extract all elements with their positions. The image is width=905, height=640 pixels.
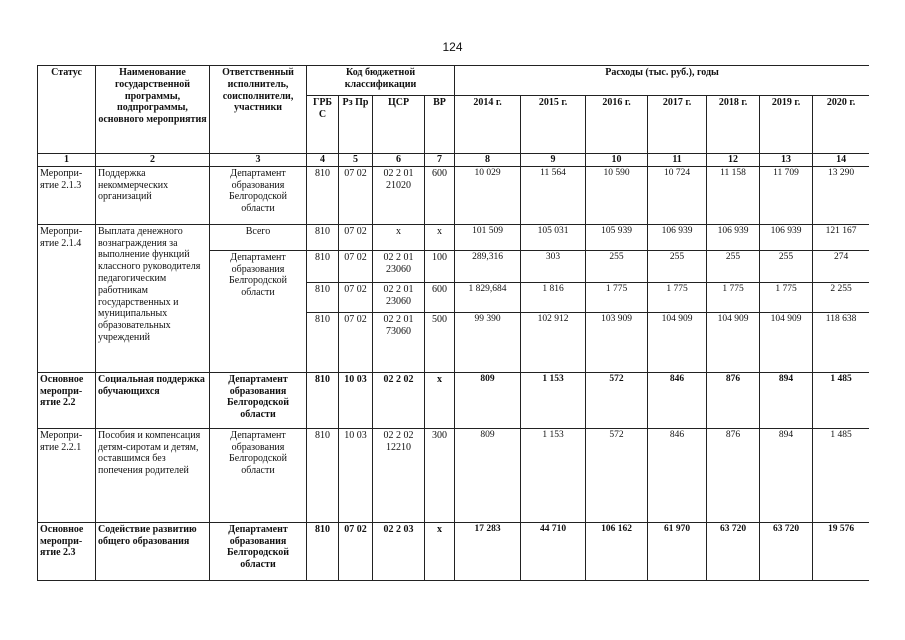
row-value: 274 <box>813 250 869 282</box>
row-value: 104 909 <box>648 312 707 372</box>
row-value: 1 775 <box>707 282 760 312</box>
row-vr: 600 <box>425 282 455 312</box>
row-value: 1 816 <box>521 282 586 312</box>
header-year: 2018 г. <box>707 96 760 154</box>
row-value: 105 031 <box>521 224 586 250</box>
row-value: 104 909 <box>760 312 813 372</box>
row-value: 106 939 <box>648 224 707 250</box>
row-vr: х <box>425 224 455 250</box>
row-value: 809 <box>455 372 521 428</box>
header-year: 2015 г. <box>521 96 586 154</box>
header-vr: ВР <box>425 96 455 154</box>
row-vr: 600 <box>425 166 455 224</box>
table-row <box>38 166 870 224</box>
row-vr: 300 <box>425 428 455 522</box>
row-value: 289,316 <box>455 250 521 282</box>
row-name: Социальная поддержка обучающихся <box>96 372 210 428</box>
row-value: 1 775 <box>648 282 707 312</box>
row-value: 1 775 <box>586 282 648 312</box>
row-value: 13 290 <box>813 166 869 224</box>
row-value: 10 590 <box>586 166 648 224</box>
row-csr: 02 2 01 73060 <box>373 312 425 372</box>
row-executor: Департамент образования Белгородской области <box>210 166 307 224</box>
row-value: 10 029 <box>455 166 521 224</box>
row-value: 102 912 <box>521 312 586 372</box>
row-grbs: 810 <box>307 522 339 580</box>
row-value: 255 <box>760 250 813 282</box>
row-rzpr: 07 02 <box>339 522 373 580</box>
row-value: 118 638 <box>813 312 869 372</box>
header-budget-code: Код бюджетной классификации <box>307 66 455 96</box>
row-value: 105 939 <box>586 224 648 250</box>
column-number: 7 <box>425 154 455 167</box>
column-number: 2 <box>96 154 210 167</box>
header-row-1 <box>38 66 870 96</box>
row-grbs: 810 <box>307 372 339 428</box>
page-number: 124 <box>442 40 463 54</box>
row-status: Меропри-ятие 2.2.1 <box>38 428 96 522</box>
header-year: 2014 г. <box>455 96 521 154</box>
row-value: 106 939 <box>760 224 813 250</box>
row-value: 2 255 <box>813 282 869 312</box>
row-value: 104 909 <box>707 312 760 372</box>
row-value: 63 720 <box>707 522 760 580</box>
column-number-row <box>38 154 870 167</box>
row-status: Основное меропри-ятие 2.2 <box>38 372 96 428</box>
header-csr: ЦСР <box>373 96 425 154</box>
column-number: 10 <box>586 154 648 167</box>
row-value: 10 724 <box>648 166 707 224</box>
header-name: Наименование государственной программы, подпрограммы, основного мероприятия <box>96 66 210 154</box>
row-grbs: 810 <box>307 224 339 250</box>
row-value: 1 829,684 <box>455 282 521 312</box>
header-grbs: ГРБ С <box>307 96 339 154</box>
row-value: 846 <box>648 372 707 428</box>
row-value: 103 909 <box>586 312 648 372</box>
row-name: Содействие развитию общего образования <box>96 522 210 580</box>
row-value: 61 970 <box>648 522 707 580</box>
column-number: 9 <box>521 154 586 167</box>
row-value: 99 390 <box>455 312 521 372</box>
header-status: Статус <box>38 66 96 154</box>
row-name: Выплата денежного вознаграждения за выполнение функций классного руководителя педагогическим работникам государственных и муниципальных образовательных учреждений <box>96 224 210 372</box>
row-rzpr: 10 03 <box>339 372 373 428</box>
row-value: 1 153 <box>521 372 586 428</box>
table-row <box>38 224 870 250</box>
row-grbs: 810 <box>307 312 339 372</box>
row-value: 121 167 <box>813 224 869 250</box>
row-vr: 500 <box>425 312 455 372</box>
header-rzpr: Рз Пр <box>339 96 373 154</box>
row-value: 894 <box>760 372 813 428</box>
column-number: 1 <box>38 154 96 167</box>
row-value: 876 <box>707 428 760 522</box>
row-value: 106 939 <box>707 224 760 250</box>
row-rzpr: 07 02 <box>339 166 373 224</box>
row-value: 894 <box>760 428 813 522</box>
header-executor: Ответственный исполнитель, соисполнители, участники <box>210 66 307 154</box>
table-row <box>38 522 870 580</box>
row-value: 63 720 <box>760 522 813 580</box>
row-executor: Департамент образования Белгородской области <box>210 250 307 372</box>
row-name: Поддержка некоммерческих организаций <box>96 166 210 224</box>
row-value: 1 485 <box>813 428 869 522</box>
column-number: 12 <box>707 154 760 167</box>
row-csr: х <box>373 224 425 250</box>
column-number: 14 <box>813 154 869 167</box>
row-grbs: 810 <box>307 428 339 522</box>
row-value: 11 158 <box>707 166 760 224</box>
row-vr: х <box>425 522 455 580</box>
table-row <box>38 428 870 522</box>
column-number: 6 <box>373 154 425 167</box>
row-vr: 100 <box>425 250 455 282</box>
column-number: 8 <box>455 154 521 167</box>
table-row <box>38 372 870 428</box>
row-value: 303 <box>521 250 586 282</box>
row-value: 876 <box>707 372 760 428</box>
row-csr: 02 2 02 <box>373 372 425 428</box>
row-status: Основное меропри-ятие 2.3 <box>38 522 96 580</box>
row-csr: 02 2 01 23060 <box>373 250 425 282</box>
row-rzpr: 07 02 <box>339 250 373 282</box>
row-rzpr: 07 02 <box>339 312 373 372</box>
row-value: 1 153 <box>521 428 586 522</box>
row-value: 809 <box>455 428 521 522</box>
row-grbs: 810 <box>307 282 339 312</box>
row-name: Пособия и компенсация детям-сиротам и детям, оставшимся без попечения родителей <box>96 428 210 522</box>
column-number: 11 <box>648 154 707 167</box>
row-value: 1 775 <box>760 282 813 312</box>
row-vr: х <box>425 372 455 428</box>
row-status: Меропри-ятие 2.1.4 <box>38 224 96 372</box>
row-value: 11 564 <box>521 166 586 224</box>
row-value: 11 709 <box>760 166 813 224</box>
header-year: 2020 г. <box>813 96 869 154</box>
row-value: 572 <box>586 372 648 428</box>
row-grbs: 810 <box>307 166 339 224</box>
row-value: 1 485 <box>813 372 869 428</box>
column-number: 5 <box>339 154 373 167</box>
row-csr: 02 2 01 21020 <box>373 166 425 224</box>
column-number: 4 <box>307 154 339 167</box>
row-value: 255 <box>586 250 648 282</box>
column-number: 3 <box>210 154 307 167</box>
row-executor: Департамент образования Белгородской области <box>210 372 307 428</box>
row-value: 255 <box>648 250 707 282</box>
row-total-label: Всего <box>210 224 307 250</box>
row-status: Меропри-ятие 2.1.3 <box>38 166 96 224</box>
row-value: 44 710 <box>521 522 586 580</box>
row-value: 255 <box>707 250 760 282</box>
row-value: 17 283 <box>455 522 521 580</box>
row-csr: 02 2 03 <box>373 522 425 580</box>
row-csr: 02 2 02 12210 <box>373 428 425 522</box>
row-rzpr: 07 02 <box>339 224 373 250</box>
budget-table <box>37 65 869 581</box>
row-value: 19 576 <box>813 522 869 580</box>
header-year: 2016 г. <box>586 96 648 154</box>
budget-table-container <box>37 65 869 635</box>
row-value: 572 <box>586 428 648 522</box>
row-csr: 02 2 01 23060 <box>373 282 425 312</box>
header-year: 2017 г. <box>648 96 707 154</box>
row-value: 846 <box>648 428 707 522</box>
column-number: 13 <box>760 154 813 167</box>
row-rzpr: 07 02 <box>339 282 373 312</box>
row-grbs: 810 <box>307 250 339 282</box>
row-value: 106 162 <box>586 522 648 580</box>
row-executor: Департамент образования Белгородской области <box>210 428 307 522</box>
row-value: 101 509 <box>455 224 521 250</box>
header-year: 2019 г. <box>760 96 813 154</box>
row-rzpr: 10 03 <box>339 428 373 522</box>
header-expenses: Расходы (тыс. руб.), годы <box>455 66 869 96</box>
row-executor: Департамент образования Белгородской области <box>210 522 307 580</box>
